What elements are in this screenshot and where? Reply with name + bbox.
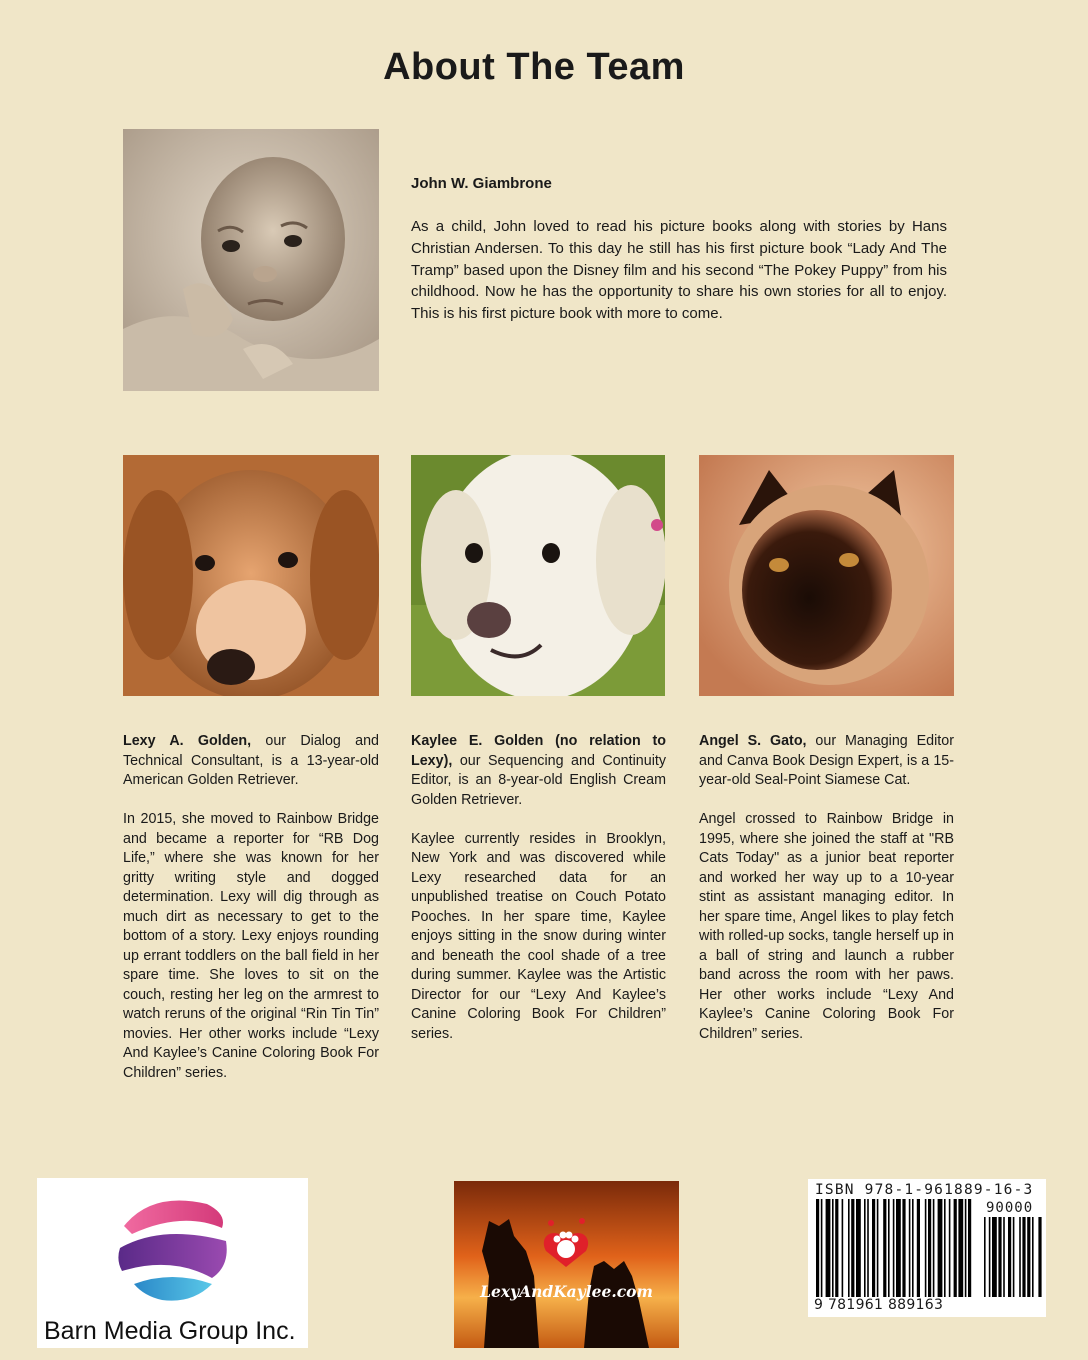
team-member-angel: [699, 732, 954, 1064]
publisher-sphere-logo-icon: [112, 1186, 232, 1306]
lexy-dog-photo: [123, 455, 379, 696]
kaylee-story: Kaylee currently resides in Brooklyn, New York and was discovered while Lexy researched data for an unpublished treatise on Couch Potato Pooches. In her spare time, Kaylee enjoys sitting in the snow during winter and beneath the cool shade of a tree during summer. Kaylee was the Artistic Director for our “Lexy And Kaylee’s Canine Coloring Book For Children” series.: [411, 830, 666, 1042]
author-baby-photo: [123, 129, 379, 391]
barcode-digits: 9 781961 889163: [814, 1297, 944, 1313]
team-member-lexy: [123, 732, 379, 1103]
team-member-kaylee: [411, 732, 666, 1064]
isbn-barcode: [808, 1179, 1046, 1317]
website-logo-box: [454, 1181, 679, 1348]
publisher-logo-box: [37, 1178, 308, 1348]
angel-intro: our Managing Editor and Canva Book Design Expert, is a 15-year-old Seal-Point Siamese Cat.: [699, 733, 954, 788]
author-name: John W. Giambrone: [411, 175, 552, 192]
lexy-intro: our Dialog and Technical Consultant, is a 13-year-old American Golden Retriever.: [123, 733, 379, 788]
kaylee-dog-photo: [411, 455, 665, 696]
lexy-name: Lexy A. Golden,: [123, 733, 252, 749]
angel-story: Angel crossed to Rainbow Bridge in 1995, where she joined the staff at "RB Cats Today" as a junior beat reporter and worked her way up to a 10-year stint as assistant managing editor. In her spare time, Angel likes to play fetch with rolled-up socks, tangle herself up in a ball of string and launch a rubber band across the room with her paws. Her other works include “Lexy And Kaylee’s Canine Coloring Book For Children” series.: [699, 811, 954, 1042]
angel-cat-photo: [699, 455, 954, 696]
barcode-bars-icon: [814, 1199, 1042, 1299]
website-url[interactable]: LexyAndKaylee.com: [480, 1282, 653, 1301]
angel-name: Angel S. Gato,: [699, 733, 807, 749]
price-code: 90000: [986, 1200, 1034, 1216]
author-bio: As a child, John loved to read his picture books along with stories by Hans Christian Andersen. To this day he still has his first picture book “Lady And The Tramp” based upon the Disney film and his second “The Pokey Puppy” from his childhood. Now he has the opportunity to share his own stories for all to enjoy. This is his first picture book with more to come.: [411, 218, 947, 323]
publisher-name: Barn Media Group Inc.: [44, 1317, 296, 1345]
lexy-story: In 2015, she moved to Rainbow Bridge and became a reporter for “RB Dog Life,” where she was known for her gritty writing style and dogged determination. Lexy will dig through as much dirt as necessary to get to the bottom of a story. Lexy enjoys rounding up errant toddlers on the ball field in her spare time. She loves to sit on the couch, resting her leg on the armrest to watch reruns of the original “Rin Tin Tin” movies. Her other works include “Lexy And Kaylee’s Canine Coloring Book For Children” series.: [123, 811, 379, 1081]
kaylee-intro: our Sequencing and Continuity Editor, is an 8-year-old English Cream Golden Retriever.: [411, 752, 666, 808]
page-title: About The Team: [383, 46, 685, 88]
isbn-label: ISBN 978-1-961889-16-3: [815, 1182, 1034, 1198]
kaylee-name: Kaylee E. Golden (no relation to Lexy),: [411, 733, 666, 769]
